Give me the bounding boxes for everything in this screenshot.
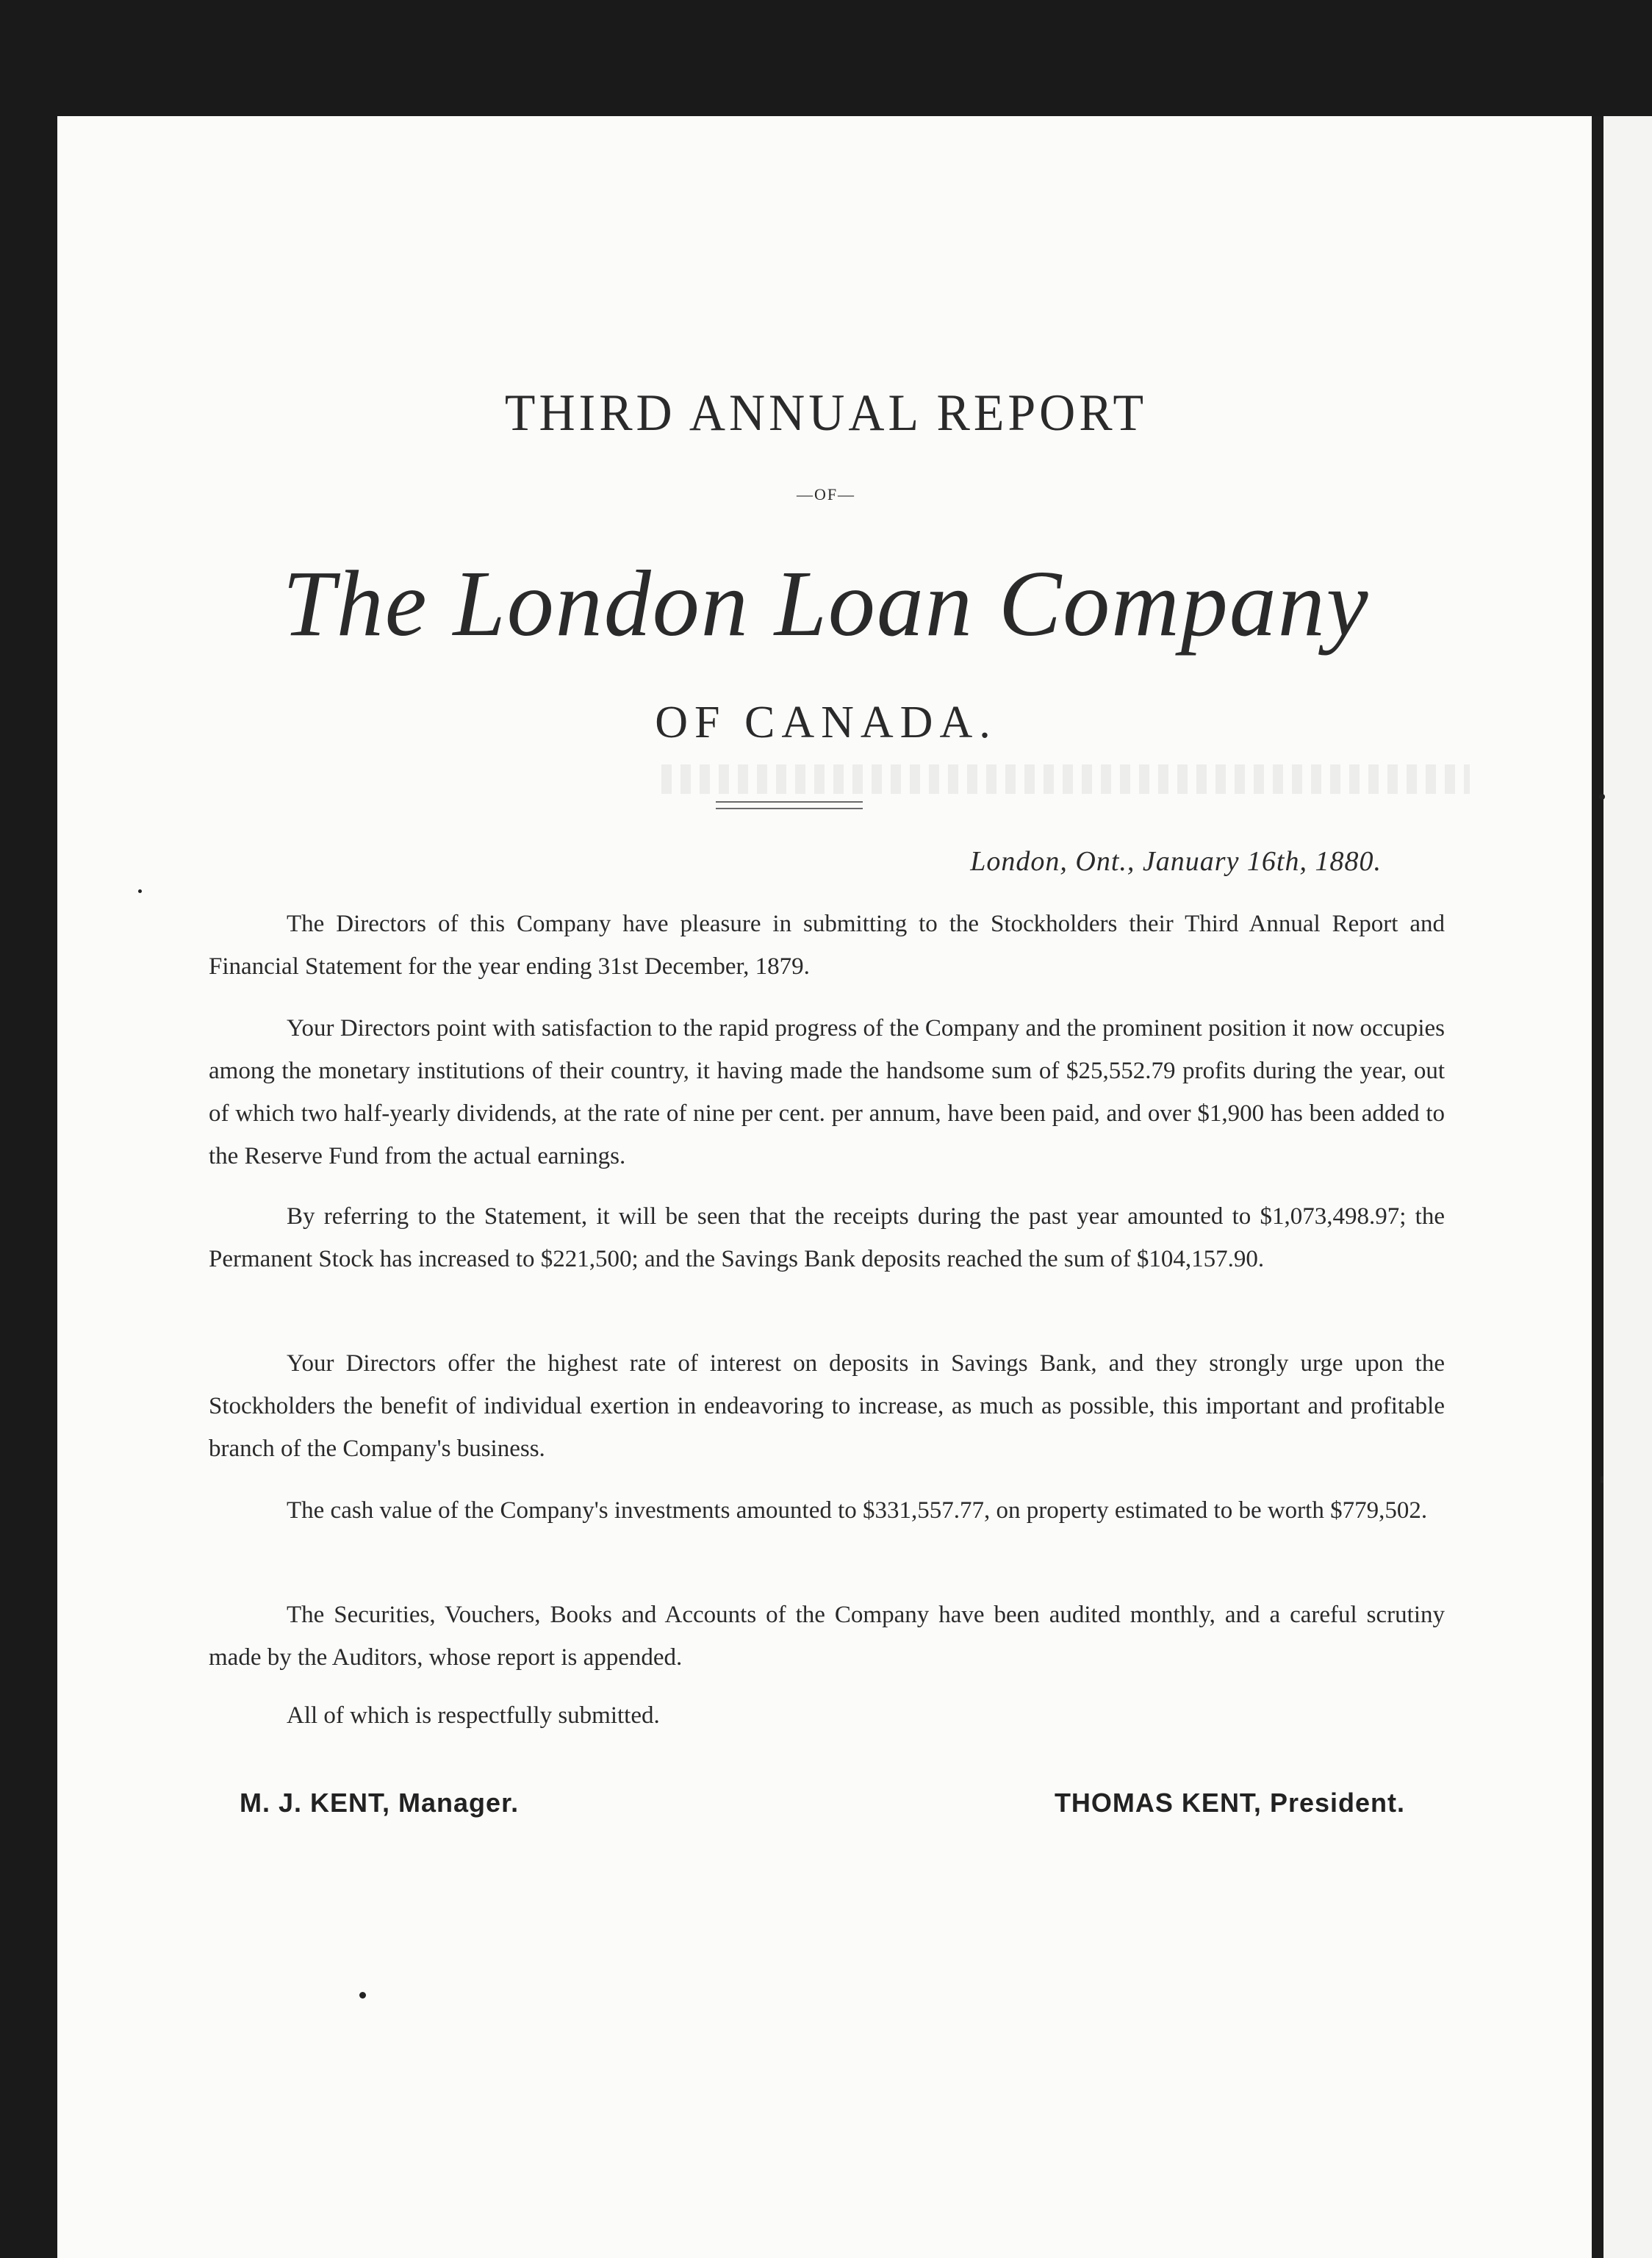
decorative-rule: [716, 808, 863, 809]
paragraph-savings-bank: Your Directors offer the highest rate of interest on deposits in Savings Bank, and they strongly urge upon the Stockholders the benefit of individual exertion in endeavoring to increase, as much as possible, this important and profitable branch of the Company's business.: [209, 1350, 1445, 1462]
of-separator: —OF—: [796, 485, 856, 503]
signature-president: THOMAS KENT, President.: [1054, 1788, 1405, 1818]
company-name: The London Loan Company: [282, 551, 1370, 656]
decorative-rule: [716, 801, 863, 803]
paragraph-investments: The cash value of the Company's investments amounted to $331,557.77, on property estimated to be worth $779,502.: [287, 1497, 1428, 1524]
ink-speck: [138, 889, 142, 893]
paragraph-closing: All of which is respectfully submitted.: [287, 1702, 660, 1729]
paragraph-receipts: By referring to the Statement, it will be seen that the receipts during the past year amounted to $1,073,498.97; the Permanent Stock has increased to $221,500; and the Savings Bank deposits reached the sum of $104,157.90.: [209, 1203, 1445, 1272]
bleed-through-text: [661, 764, 1470, 794]
paragraph-progress: Your Directors point with satisfaction to the rapid progress of the Company and the prominent position it now occupies among the monetary institutions of their country, it having made the handsome sum of $25,552.79 profits during the year, out of which two half-yearly dividends, at the rate of nine per cent. per annum, have been paid, and over $1,900 has been added to the Reserve Fund from the actual earnings.: [209, 1015, 1445, 1169]
ink-speck: [1599, 794, 1605, 800]
report-title: THIRD ANNUAL REPORT: [504, 383, 1148, 442]
ink-speck: [359, 1992, 366, 1999]
signature-manager: M. J. KENT, Manager.: [240, 1788, 520, 1818]
ink-speck: [1601, 1476, 1603, 1483]
country-line: OF CANADA.: [655, 698, 997, 748]
date-line: London, Ont., January 16th, 1880.: [970, 846, 1382, 877]
paragraph-introduction: The Directors of this Company have pleasure in submitting to the Stockholders their Third Annual Report and Financial Statement for the year ending 31st December, 1879.: [209, 911, 1445, 980]
paragraph-audit: The Securities, Vouchers, Books and Accounts of the Company have been audited monthly, and a careful scrutiny made by the Auditors, whose report is appended.: [209, 1602, 1445, 1671]
